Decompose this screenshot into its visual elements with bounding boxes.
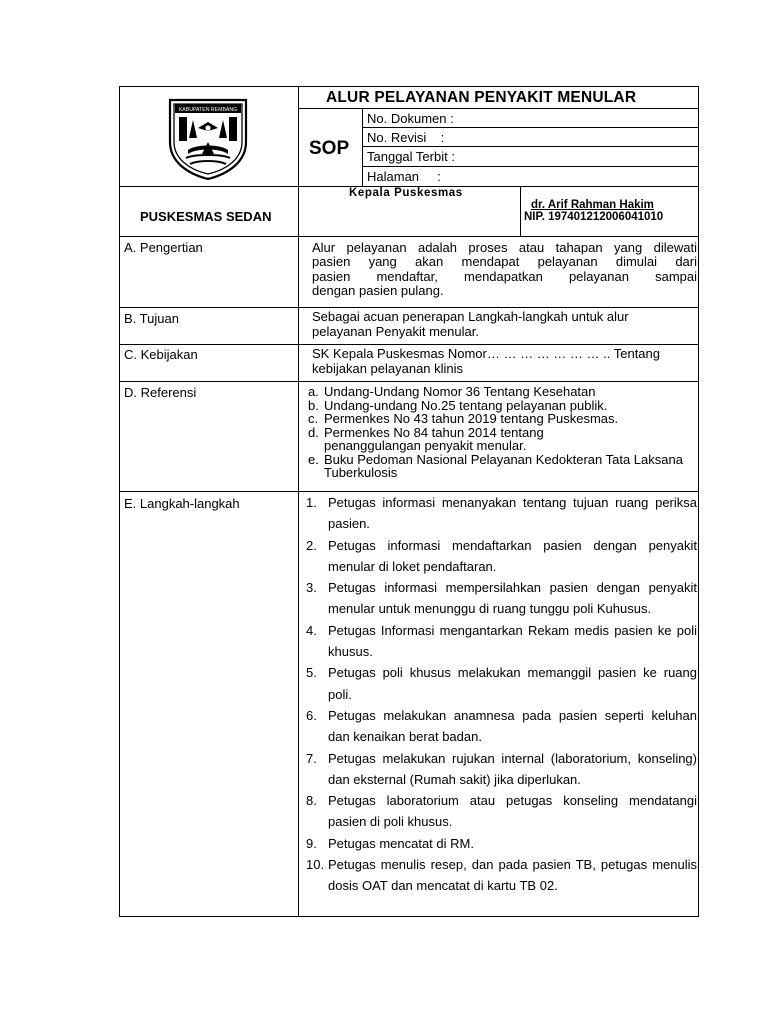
langkah-list: [306, 492, 697, 897]
label-langkah: E. Langkah-langkah: [124, 496, 240, 511]
field-tanggal-terbit: Tanggal Terbit :: [367, 149, 455, 164]
text-line: SK Kepala Puskesmas Nomor… … … … … … … .. Tentang: [312, 346, 660, 361]
row-divider: [119, 236, 699, 237]
text-line: pasien yang akan mendapat pelayanan dimulai dari: [312, 254, 697, 270]
step-item: 9. Petugas mencatat di RM.: [306, 835, 474, 851]
list-item: b. Undang-undang No.25 tentang pelayanan publik.: [308, 397, 608, 413]
text-line: pelayanan Penyakit menular.: [312, 323, 479, 339]
step-item: 4. Petugas Informasi mengantarkan Rekam medis pasien ke poli khusus.: [306, 622, 697, 660]
organization-name: PUSKESMAS SEDAN: [140, 209, 272, 224]
signature-divider: [520, 186, 521, 236]
text-line: Sebagai acuan penerapan Langkah-langkah untuk alur: [312, 309, 629, 324]
step-item: 10. Petugas menulis resep, dan pada pasien TB, petugas menulis dosis OAT dan mencatat di kartu TB 02.: [306, 857, 697, 894]
step-item: 3. Petugas informasi mempersilahkan pasien dengan penyakit menular untuk menunggu di ruang tunggu poli Kuhusus.: [306, 580, 697, 617]
list-item: c. Permenkes No 43 tahun 2019 tentang Puskesmas.: [308, 411, 619, 426]
tujuan-text: [312, 310, 697, 339]
signatory-name: dr. Arif Rahman Hakim: [531, 199, 654, 211]
text-line: Alur pelayanan adalah proses atau tahapan yang dilewati: [312, 240, 697, 255]
row-divider: [119, 307, 699, 308]
field-divider: [362, 127, 699, 128]
step-item: 1. Petugas informasi menanyakan tentang tujuan ruang periksa pasien.: [306, 495, 697, 532]
label-pengertian: A. Pengertian: [124, 240, 203, 255]
step-item: 5. Petugas poli khusus melakukan memanggil pasien ke ruang poli.: [306, 665, 697, 702]
document-title: ALUR PELAYANAN PENYAKIT MENULAR: [326, 89, 637, 106]
field-divider: [362, 166, 699, 167]
step-item: 2. Petugas informasi mendaftarkan pasien dengan penyakit menular di loket pendaftaran.: [306, 537, 697, 574]
field-no-revisi: No. Revisi :: [367, 130, 445, 145]
kabupaten-logo: [166, 98, 250, 180]
label-referensi: D. Referensi: [124, 385, 197, 400]
label-kebijakan: C. Kebijakan: [124, 347, 198, 362]
signatory-nip: NIP. 197401212006041010: [524, 211, 664, 223]
sop-label: SOP: [309, 138, 350, 159]
field-no-dokumen: No. Dokumen :: [367, 111, 454, 126]
label-tujuan: B. Tujuan: [124, 311, 179, 326]
signatory-title: Kepala Puskesmas: [349, 187, 463, 199]
text-line: dengan pasien pulang.: [312, 282, 444, 298]
step-item: 7. Petugas melakukan rujukan internal (laboratorium, konseling) dan eksternal (Rumah sakit) jika diperlukan.: [306, 750, 697, 787]
step-item: 6. Petugas melakukan anamnesa pada pasien seperti keluhan dan kenaikan berat badan.: [306, 707, 697, 745]
step-item: 8. Petugas laboratorium atau petugas konseling mendatangi pasien di poli khusus.: [306, 793, 697, 830]
field-halaman: Halaman :: [367, 169, 441, 184]
row-divider: [119, 344, 699, 345]
list-item: e. Buku Pedoman Nasional Pelayanan Kedokteran Tata Laksana Tuberkulosis: [308, 451, 683, 480]
pengertian-text: [312, 241, 697, 298]
list-item: d. Permenkes No 84 tahun 2014 tentang penanggulangan penyakit menular.: [308, 424, 544, 453]
list-item: a. Undang-Undang Nomor 36 Tentang Kesehatan: [308, 384, 596, 399]
text-line: pasien mendaftar, mendapatkan pelayanan sampai: [312, 268, 697, 284]
referensi-list: [308, 385, 693, 480]
logo-caption: KABUPATEN REMBANG: [178, 107, 238, 113]
sop-divider: [362, 108, 363, 186]
kebijakan-text: [312, 347, 697, 376]
row-divider: [119, 381, 699, 382]
title-row-divider: [298, 108, 699, 109]
field-divider: [362, 146, 699, 147]
text-line: kebijakan pelayanan klinis: [312, 360, 464, 376]
column-divider: [298, 86, 299, 917]
